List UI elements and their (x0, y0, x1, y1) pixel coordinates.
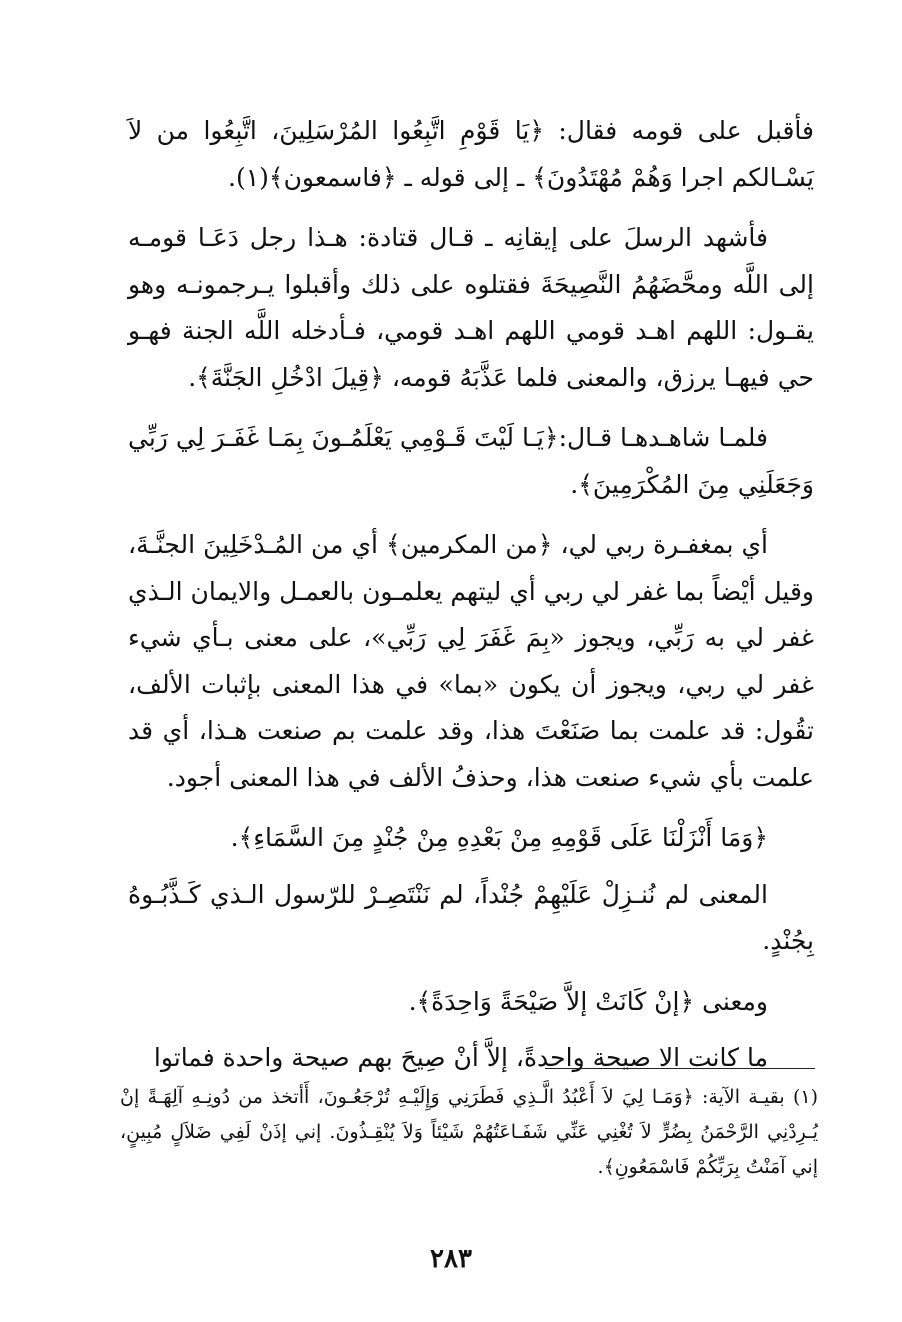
footnote-divider (545, 1068, 815, 1069)
paragraph-8: ما كانت الا صيحة واحدةً، إلاَّ أنْ صِيحَ بهم صيحة واحدة فماتوا (153, 1043, 768, 1072)
paragraph-1: فأقبل على قومه فقال: ﴿يَا قَوْمِ اتَّبِعُوا المُرْسَلِينَ، اتَّبِعُوا من لاَ يَسْـالكم اجرا وَهُمْ مُهْتَدُونَ﴾ ـ إلى قوله ـ ﴿فاسمعون﴾(١). (128, 116, 814, 192)
paragraph-2: فأشهد الرسلَ على إيقانِه ـ قـال قتادة: هـذا رجل دَعَـا قومـه إلى اللَّه ومحَّضَهُمُ النَّصِيحَةَ فقتلوه على ذلك وأقبلوا يـرجمونـه وهو يقـول: اللهم اهـد قومي اللهم اهـد قومي، فـأدخله اللَّه الجنة فهـو حي فيهـا يرزق، والمعنى فلما عَذَّبَهُ قومه، ﴿قِيلَ ادْخُلِ الجَنَّةَ﴾. (128, 223, 814, 392)
paragraph-3: فلمـا شاهـدهـا قـال:﴿يَـا لَيْتَ قَـوْمِي يَعْلَمُـونَ بِمَـا غَفَـرَ لِي رَبِّي وَجَعَلَنِي مِنَ المُكْرَمِينَ﴾. (128, 423, 814, 499)
page-number: ٢٨٣ (430, 1244, 472, 1274)
footnote-1: (١) بقيـة الآية: ﴿وَمَـا لِيَ لاَ أَعْبُدُ الَّـذِي فَطَرَنِي وَإِلَيْـهِ تُرْجَعُـونَ، أَأتخذ من دُونِـهِ آلِهَـةً إنْ يُـرِدْنِي الرَّحْمَنُ بِضُرٍّ لاَ تُغْنِي عَنِّي شَفَـاعَتُهُمْ شَيْئاً وَلاَ يُنْقِـذُونَ. إني إذَنْ لَفِي ضَلاَلٍ مُبِينٍ، إني آمَنْتُ بِرَبِّكُمْ فَاسْمَعُونِ﴾. (120, 1086, 818, 1178)
paragraph-5-verse: ﴿وَمَا أَنْزَلْنَا عَلَى قَوْمِهِ مِنْ بَعْدِهِ مِنْ جُنْدٍ مِنَ السَّمَاءِ﴾. (230, 823, 768, 852)
paragraph-7-verse: ومعنى ﴿إنْ كَانَتْ إلاَّ صَيْحَةً وَاحِدَةً﴾. (408, 986, 768, 1016)
paragraph-4: أي بمغفـرة ربي لي، ﴿من المكرمين﴾ أي من المُـدْخَلِينَ الجنَّـةَ، وقيل أيْضاً بما غفر لي ربي أي ليتهم يعلمـون بالعمـل والايمان الـذي غفر لي به رَبِّي، ويجوز «بِمَ غَفَرَ لِي رَبِّي»، على معنى بـأي شيء غفر لي ربي، ويجوز أن يكون «بما» في هذا المعنى بإثبات الألف، تقُول: قد علمت بما صَنَعْتَ هذا، وقد علمت بم صنعت هـذا، أي قد علمت بأي شيء صنعت هذا، وحذفُ الألف في هذا المعنى أجود. (128, 530, 814, 792)
paragraph-6: المعنى لم نُنـزِلْ عَلَيْهِمْ جُنْداً، لم نَنْتَصِـرْ للرّسول الـذي كَـذَّبُـوهُ بِجُنْدٍ. (128, 879, 814, 955)
main-text-block (128, 108, 814, 1096)
footnotes-block (120, 1080, 818, 1185)
